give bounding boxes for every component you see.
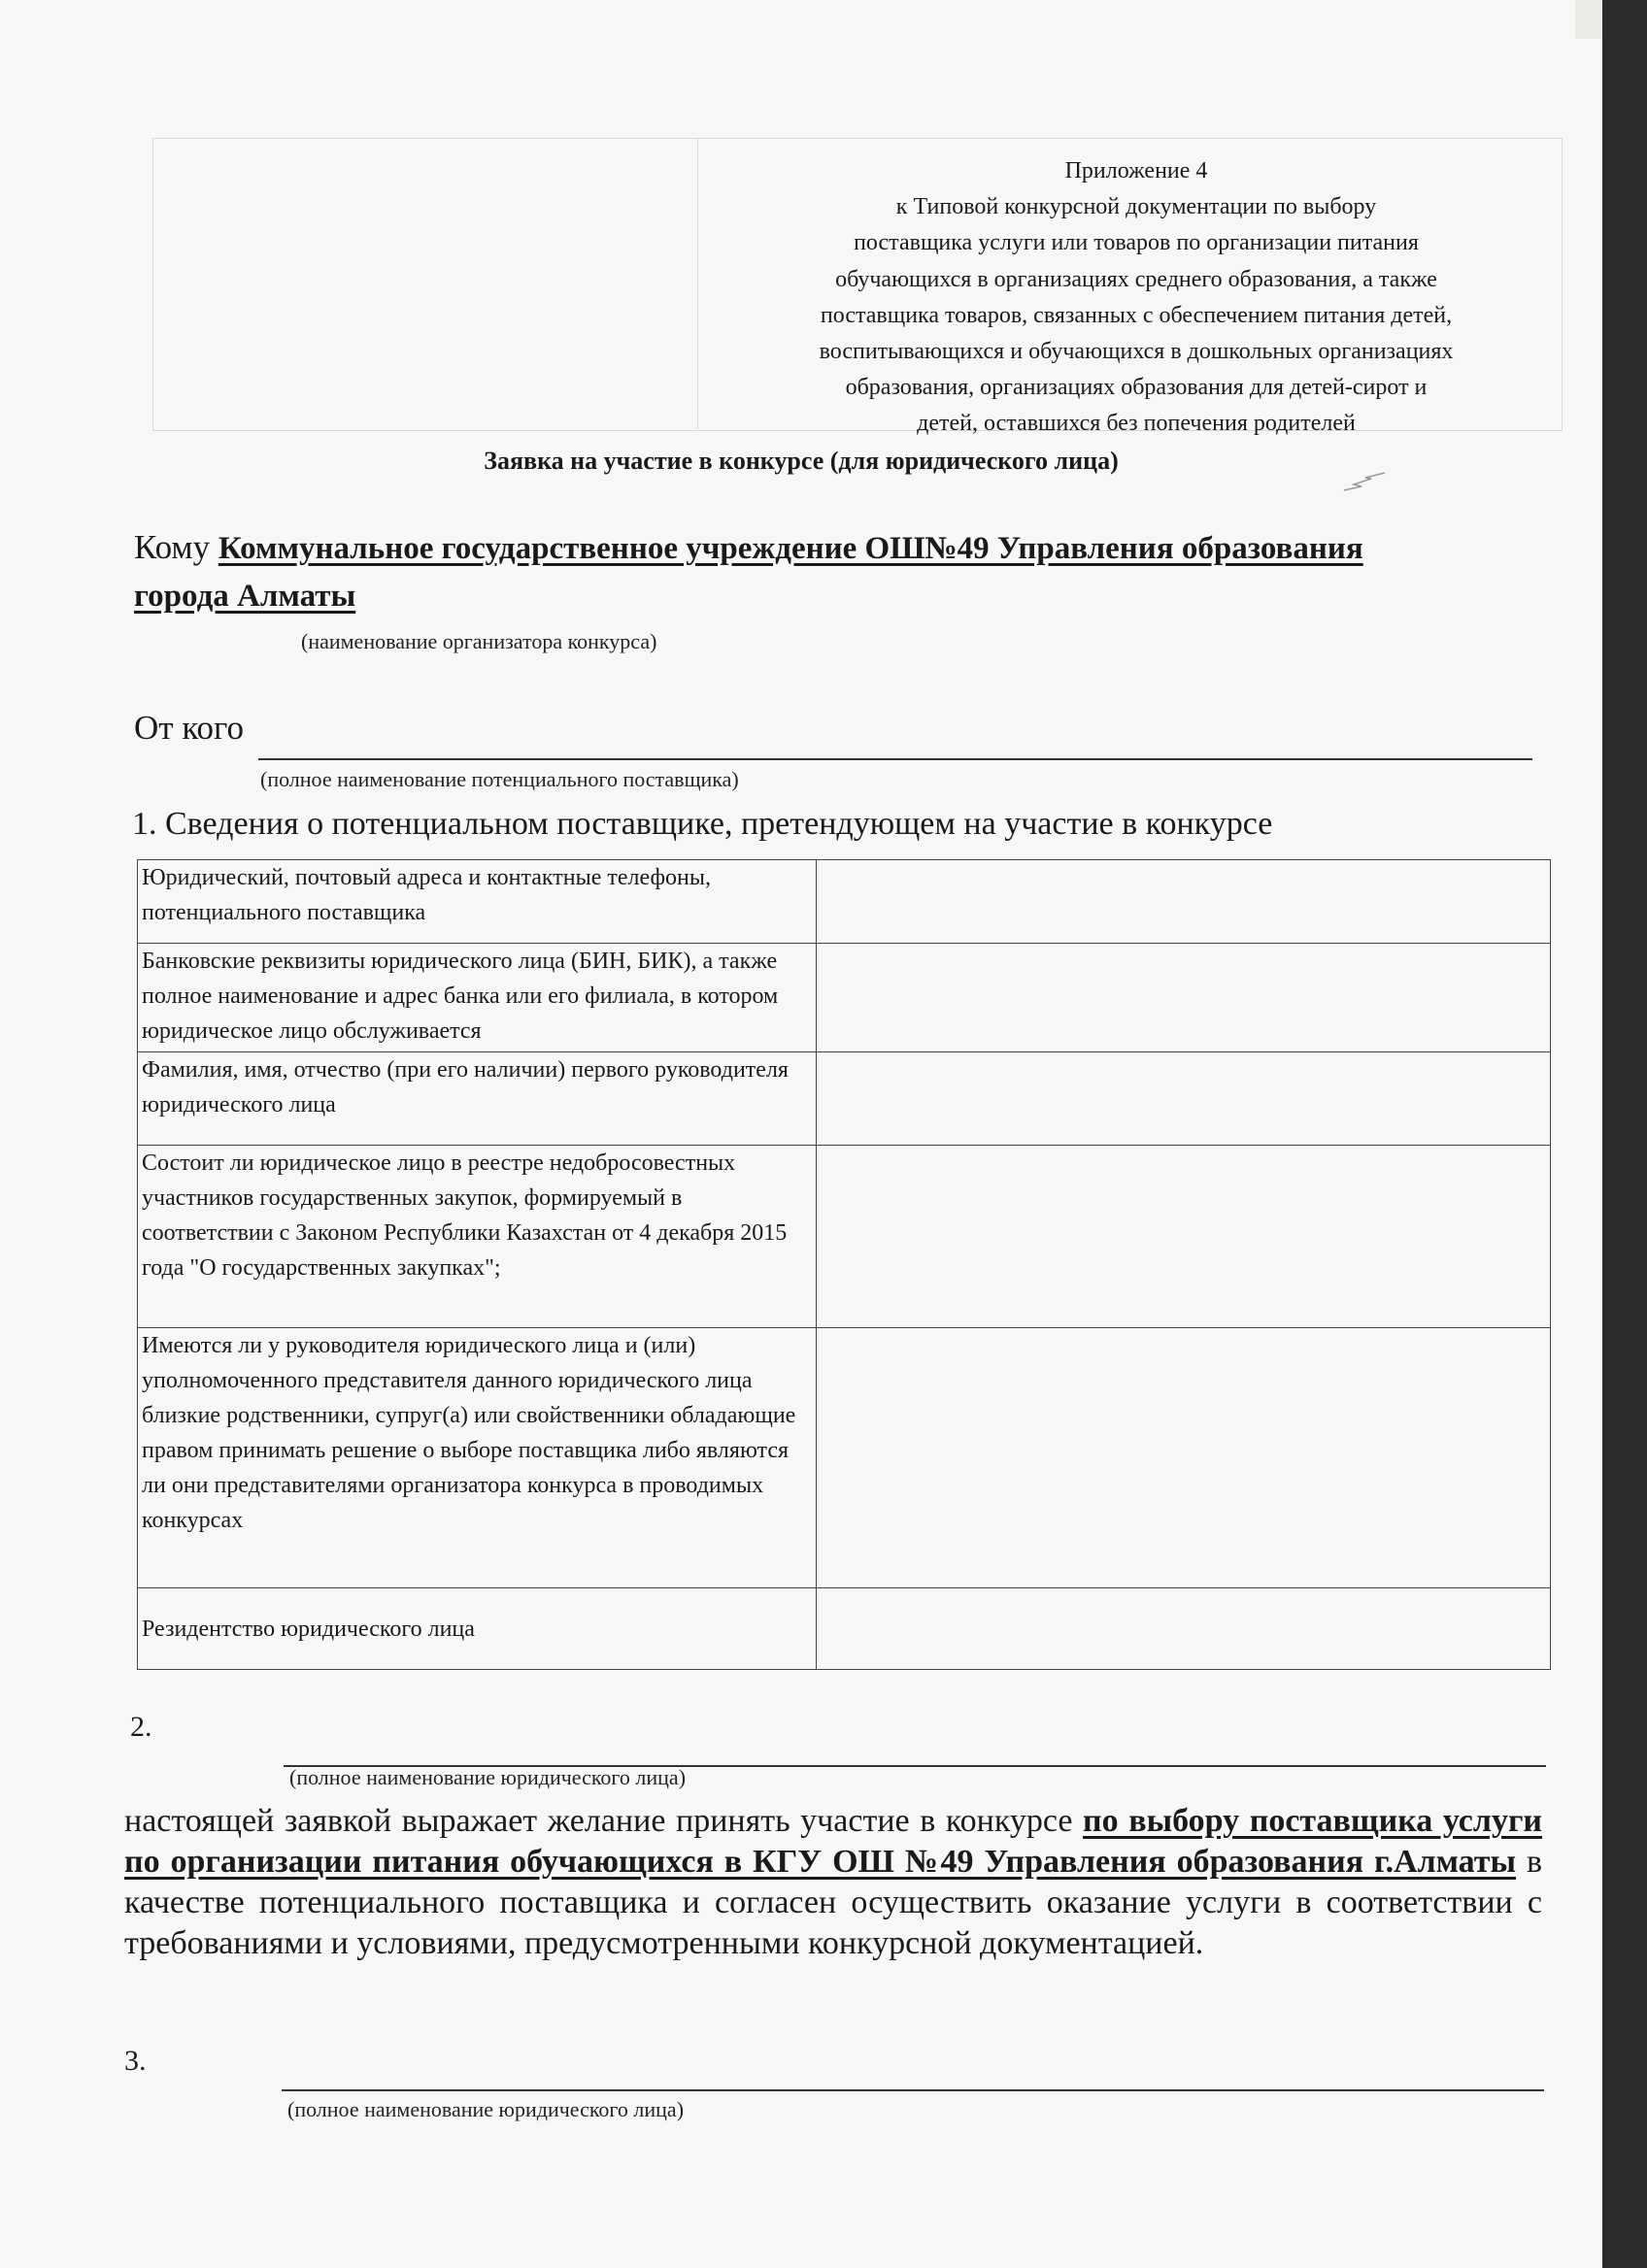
from-label: От кого [134,709,245,747]
row-label: Юридический, почтовый адреса и контактные телефоны, потенциального поставщика [138,860,817,944]
header-divider [697,138,698,429]
organizer-name: Коммунальное государственное учреждение ОШ№49 Управления образования города Алматы [134,531,1363,614]
section3-number: 3. [124,2045,147,2077]
supplier-info-table [137,859,1551,1670]
table-row [138,1146,1551,1328]
statement-subject: по выбору поставщика услуги по организации питания обучающихся в КГУ ОШ №49 Управления образования г.Алматы [124,1803,1543,1880]
row-label: Фамилия, имя, отчество (при его наличии) первого руководителя юридического лица [138,1052,817,1146]
section1-heading: 1. Сведения о потенциальном поставщике, претендующем на участие в конкурсе [132,806,1273,842]
organizer-caption: (наименование организатора конкурса) [301,629,657,653]
row-value[interactable] [817,1052,1551,1146]
table-row [138,860,1551,944]
row-label: Имеются ли у руководителя юридического лица и (или) уполномоченного представителя данного юридического лица близкие родственники, супруг(а) или свойственники обладающие правом принимать решение о выборе поставщика либо являются ли они представителями организатора конкурса в проводимых конкурсах [138,1328,817,1588]
annex-line: обучающихся в организациях среднего образования, а также [835,266,1437,292]
row-value[interactable] [817,944,1551,1052]
recipient-line [134,524,1396,619]
document-title: Заявка на участие в конкурсе (для юридического лица) [484,447,1119,475]
table-row [138,1328,1551,1588]
scan-background [1602,0,1647,2268]
row-label: Резидентство юридического лица [138,1588,817,1670]
annex-line: поставщика услуги или товаров по организации питания [854,230,1419,256]
supplier-caption: (полное наименование потенциального поставщика) [260,767,739,791]
statement-text-end: в качестве потенциального поставщика и согласен осуществить оказание услуги в соответствии с требованиями и условиями, предусмотренными конкурсной документацией. [124,1844,1543,1961]
annex-block [719,153,1554,443]
from-fill-line[interactable] [258,758,1532,760]
row-value[interactable] [817,860,1551,944]
row-value[interactable] [817,1328,1551,1588]
table-row [138,1052,1551,1146]
application-statement [124,1801,1542,1964]
row-value[interactable] [817,1588,1551,1670]
table-row [138,1588,1551,1670]
annex-line: поставщика товаров, связанных с обеспечением питания детей, [820,302,1453,328]
section3-caption: (полное наименование юридического лица) [287,2097,685,2121]
section3-fill-line[interactable] [282,2089,1544,2091]
annex-line: к Типовой конкурсной документации по выбору [895,194,1377,220]
annex-line: детей, оставшихся без попечения родителей [917,411,1356,437]
pen-mark-icon [1342,471,1389,494]
section2-number: 2. [130,1711,152,1743]
row-label: Состоит ли юридическое лицо в реестре недобросовестных участников государственных закупок, формируемый в соответствии с Законом Республики Казахстан от 4 декабря 2015 года "О государственных закупках"; [138,1146,817,1328]
annex-line: Приложение 4 [1064,158,1208,183]
row-value[interactable] [817,1146,1551,1328]
recipient-label: Кому [134,528,211,566]
section2-caption: (полное наименование юридического лица) [289,1765,687,1789]
table-row [138,944,1551,1052]
annex-line: воспитывающихся и обучающихся в дошкольных организациях [819,339,1454,365]
statement-text: настоящей заявкой выражает желание принять участие в конкурсе [124,1803,1084,1839]
annex-line: образования, организациях образования для детей-сирот и [845,375,1428,401]
row-label: Банковские реквизиты юридического лица (БИН, БИК), а также полное наименование и адрес банка или его филиала, в котором юридическое лицо обслуживается [138,944,817,1052]
page-edge [1575,0,1602,39]
